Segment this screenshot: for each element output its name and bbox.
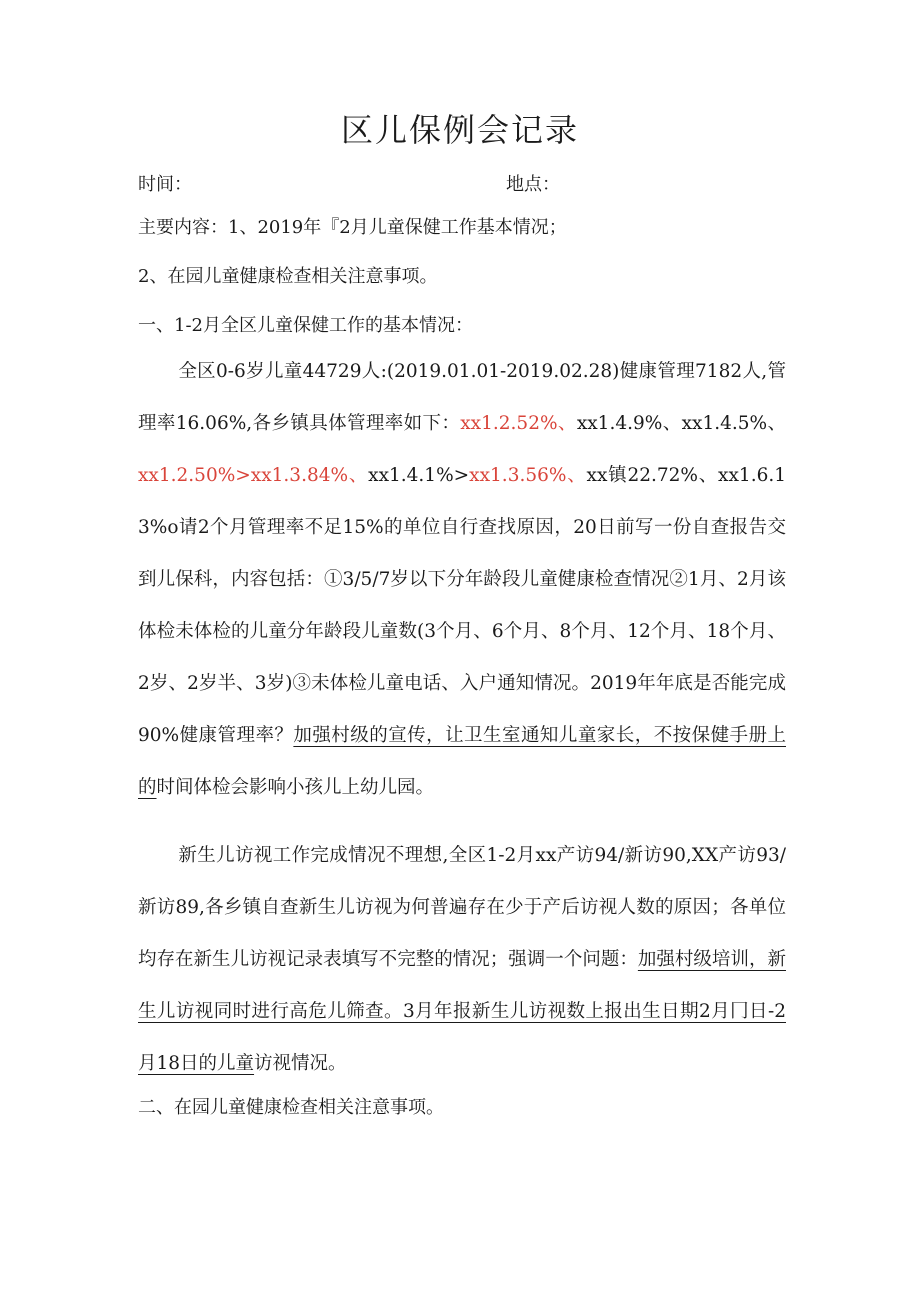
p1-text-b: xx镇22.72%、xx1.6.13%o请2个月管理率不足15%的单位自行查找原因，20日前写一份自查报告交到儿保科，内容包括：①3/5/7岁以下分年龄段儿童健康检查情况②1月、2月该体检未体检的儿童分年龄段儿童数(3个月、6个月、8个月、12个月、18个月、2岁、2岁半、3岁)③未体检儿童电话、入户通知情况。2019年年底是否能完成90%健康管理率？ [138,465,786,746]
p1-rate-1: xx1.2.52%、 [460,413,577,434]
p2-underlined-text: 加强村级培训，新生儿访视同时进行高危儿筛查。3月年报新生儿访视数上报出生日期2月冂日-2月18日的儿童 [138,949,786,1074]
section-2-heading: 二、在园儿童健康检查相关注意事项。 [138,1097,444,1118]
p1-text-c: 时间体检会影响小孩儿上幼儿园。 [156,777,435,798]
agenda-item-2: 2、在园儿童健康检查相关注意事项。 [138,266,438,287]
p1-rate-2: xx1.4.9%、xx1.4.5%、 [576,413,786,434]
paragraph-child-health-management [138,346,786,814]
section-1-heading: 一、1-2月全区儿童保健工作的基本情况： [138,315,473,336]
p1-rate-4: xx1.4.1%> [368,465,470,486]
p1-text-a: 全区0-6岁儿童44729人:(2019.01.01-2019.02.28)健康管理7182人,管理率16.06%,各乡镇具体管理率如下： [138,361,786,434]
p1-rate-3: xx1.2.50%>xx1.3.84%、 [138,465,369,486]
document-title: 区儿保例会记录 [340,111,579,149]
paragraph-newborn-visits [138,830,786,1090]
p2-text-b: 访视情况。 [254,1053,347,1074]
p1-rate-5: xx1.3.56%、 [469,465,587,486]
main-content-line: 主要内容：1、2019年『2月儿童保健工作基本情况； [138,217,567,238]
p2-text-a: 新生儿访视工作完成情况不理想,全区1-2月xx产访94/新访90,XX产访93/新访89,各乡镇自查新生儿访视为何普遍存在少于产后访视人数的原因；各单位均存在新生儿访视记录表填写不完整的情况；强调一个问题： [138,845,786,970]
p1-underlined-text: 加强村级的宣传，让卫生室通知儿童家长，不按保健手册上的 [138,725,786,798]
time-label: 时间： [138,174,192,195]
place-label: 地点： [506,174,560,195]
